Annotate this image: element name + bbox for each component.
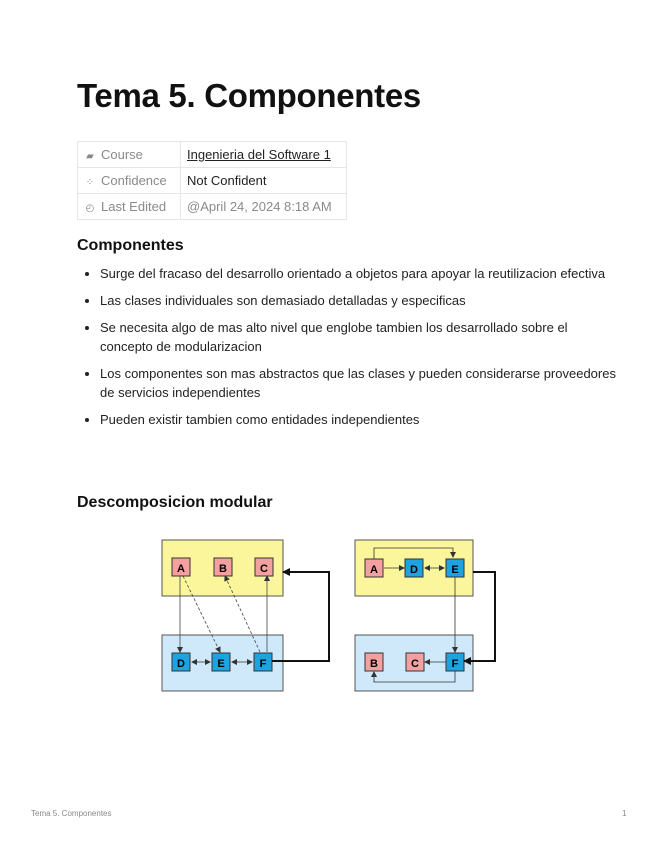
svg-text:F: F [259,658,267,670]
list-item: • Pueden existir tambien como entidades independientes [100,410,620,429]
node-box [212,653,230,671]
loading-icon: ⁘ [85,177,95,188]
list-item: • Se necesita algo de mas alto nivel que englobe tambien los desarrollado sobre el concepto de modularizacion [100,318,620,356]
section-heading-descomposicion: Descomposicion modular [77,494,273,511]
node-box [254,653,272,671]
book-icon: ▰ [86,151,94,162]
list-item: • Surge del fracaso del desarrollo orientado a objetos para apoyar la reutilizacion efectiva [100,264,620,283]
left-diagram [162,540,329,691]
property-value-confidence[interactable]: Not Confident [181,168,347,194]
svg-text:E: E [217,658,225,670]
property-name: ◴ Last Edited [78,194,181,220]
svg-text:D: D [177,658,185,670]
right-diagram [355,540,495,691]
node-box [446,559,464,577]
section-heading-componentes: Componentes [77,237,184,254]
svg-text:D: D [410,564,418,576]
svg-text:C: C [411,658,419,670]
svg-text:B: B [370,658,378,670]
footer-page-title: Tema 5. Componentes [31,809,112,818]
list-item: • Los componentes son mas abstractos que las clases y pueden considerarse proveedores de servicios independientes [100,364,620,402]
property-name: ▰ Course [78,142,181,168]
property-row-course [78,142,347,168]
node-box [214,558,232,576]
svg-text:F: F [451,658,459,670]
node-box [405,559,423,577]
clock-icon: ◴ [85,203,95,214]
node-box [172,653,190,671]
node-box [172,558,190,576]
property-name: ⁘ Confidence [78,168,181,194]
node-box [406,653,424,671]
svg-text:A: A [370,564,378,576]
course-link[interactable]: Ingenieria del Software 1 [187,147,331,162]
node-box [365,559,383,577]
components-bullet-list [77,264,620,437]
svg-text:E: E [451,564,459,576]
modular-decomposition-diagram [150,530,510,700]
svg-text:B: B [219,563,227,575]
footer-page-number: 1 [622,809,627,818]
node-box [446,653,464,671]
property-row-confidence [78,168,347,194]
svg-text:C: C [260,563,268,575]
node-box [255,558,273,576]
property-value-course[interactable] [181,142,347,168]
node-box [365,653,383,671]
list-item: • Las clases individuales son demasiado detalladas y especificas [100,291,620,310]
property-row-last-edited [78,194,347,220]
page-title: Tema 5. Componentes [77,77,421,114]
property-value-last-edited: @April 24, 2024 8:18 AM [181,194,347,220]
svg-text:A: A [177,563,185,575]
properties-table [77,141,347,220]
